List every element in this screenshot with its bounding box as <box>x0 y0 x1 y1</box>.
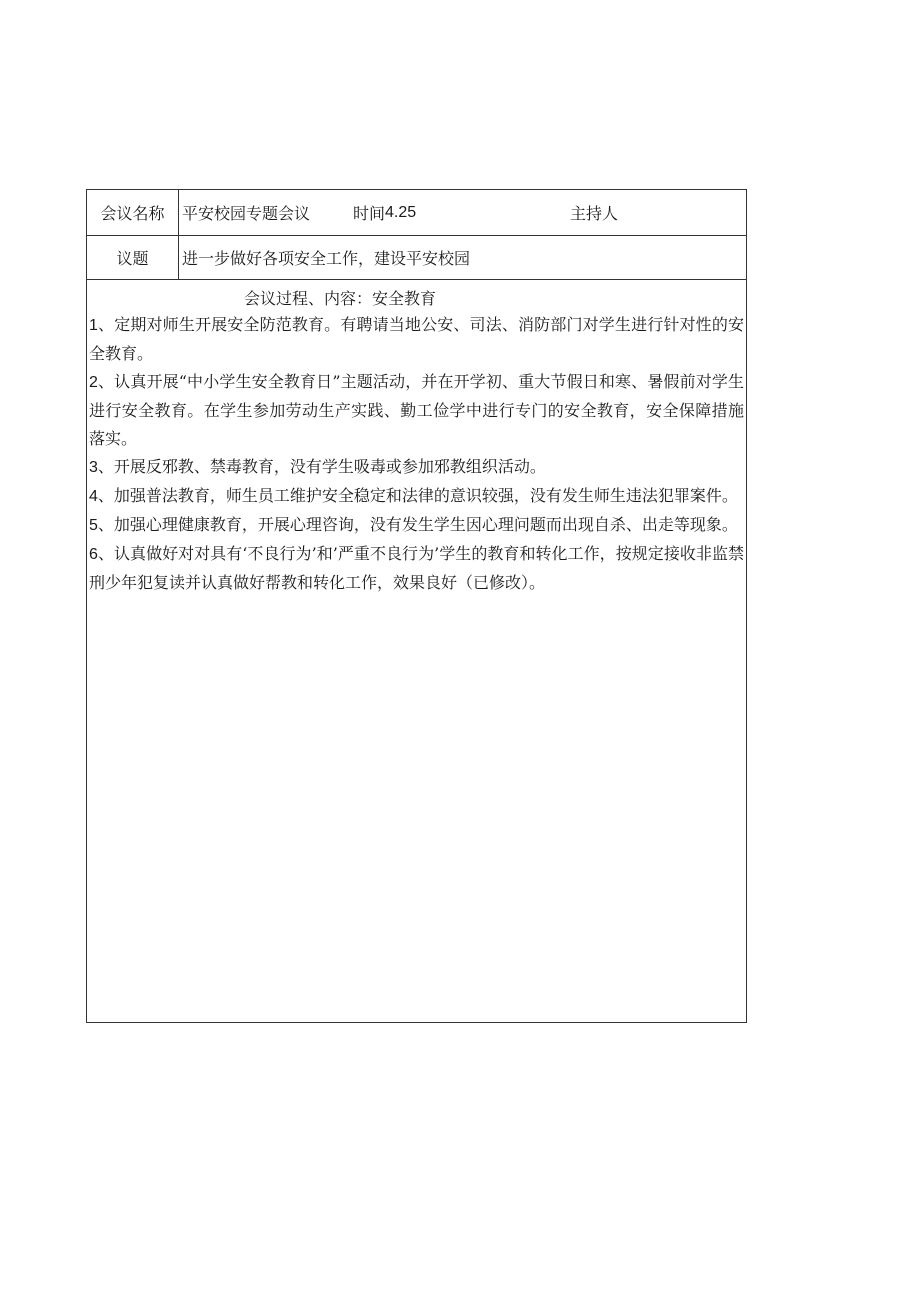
meeting-time-value: 4.25 <box>385 203 417 221</box>
content-item-4: 4、加强普法教育，师生员工维护安全稳定和法律的意识较强，没有发生师生违法犯罪案件。 <box>89 486 738 505</box>
meeting-content-heading: 会议过程、内容：安全教育 <box>244 289 437 308</box>
content-item-5: 5、加强心理健康教育，开展心理咨询，没有发生学生因心理问题而出现自杀、出走等现象。 <box>89 515 738 534</box>
content-item-1: 1、定期对师生开展安全防范教育。有聘请当地公安、司法、消防部门对学生进行针对性的安全教育。 <box>89 315 744 363</box>
content-item-2: 2、认真开展“中小学生安全教育日”主题活动，并在开学初、重大节假日和寒、暑假前对学生进行安全教育。在学生参加劳动生产实践、勤工俭学中进行专门的安全教育，安全保障措施落实。 <box>89 372 744 448</box>
content-item-6: 6、认真做好对对具有‘不良行为’和’严重不良行为’学生的教育和转化工作，按规定接收非监禁刑少年犯复读并认真做好帮教和转化工作，效果良好（已修改）。 <box>89 544 744 592</box>
meeting-time-label: 时间 <box>353 204 386 223</box>
meeting-name-row <box>87 190 746 236</box>
meeting-time <box>353 190 416 235</box>
meeting-name-label: 会议名称 <box>87 190 179 235</box>
content-item-3: 3、开展反邪教、禁毒教育，没有学生吸毒或参加邪教组织活动。 <box>89 457 546 476</box>
meeting-topic-value: 进一步做好各项安全工作，建设平安校园 <box>182 248 471 268</box>
meeting-topic-row <box>87 235 746 280</box>
meeting-content-area <box>87 282 746 597</box>
meeting-record-table <box>86 189 747 1023</box>
meeting-host-label: 主持人 <box>570 204 619 223</box>
meeting-name-value: 平安校园专题会议 <box>182 204 311 223</box>
meeting-topic-label: 议题 <box>87 235 179 279</box>
